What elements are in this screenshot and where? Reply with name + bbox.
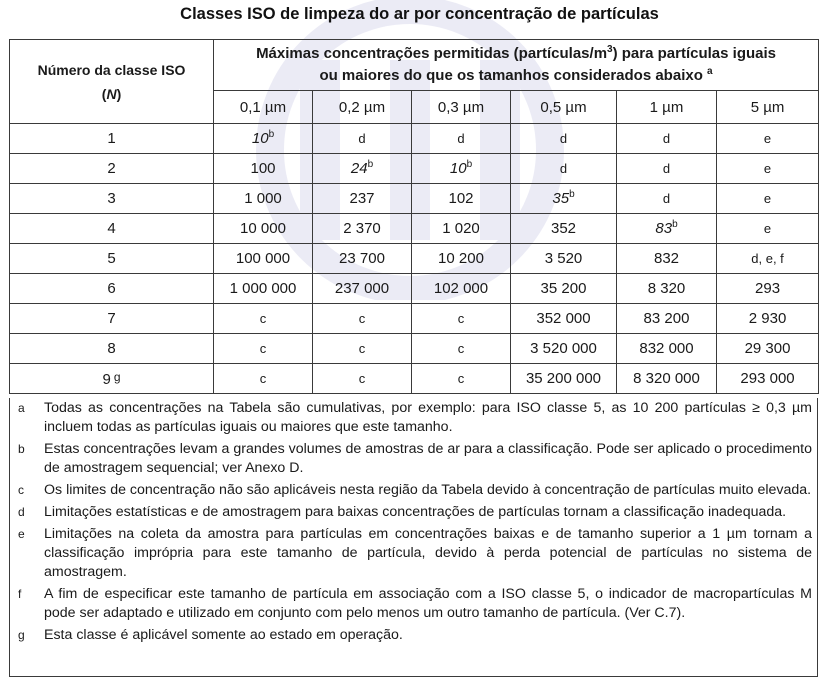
class-header-line1: Número da classe ISO bbox=[37, 61, 186, 78]
table-row bbox=[10, 364, 819, 394]
concentration-cell: d bbox=[617, 184, 717, 214]
concentration-cell: c bbox=[412, 304, 511, 334]
concentration-cell: d bbox=[313, 124, 412, 154]
concentration-cell: 1 000 000 bbox=[214, 274, 313, 304]
concentration-cell: 1 000 bbox=[214, 184, 313, 214]
footnote-text: Todas as concentrações na Tabela são cumulativas, por exemplo: para ISO classe 5, as 10 200 partículas ≥ 0,3 µm incluem todas as partículas iguais ou maiores que este tamanho. bbox=[44, 400, 812, 435]
concentration-cell: d bbox=[412, 124, 511, 154]
footnote-mark: a bbox=[18, 401, 25, 415]
footnotes bbox=[9, 399, 818, 648]
concentration-cell: 8 320 000 bbox=[617, 364, 717, 394]
footnote-mark: c bbox=[18, 483, 24, 497]
footnote-d bbox=[9, 503, 818, 525]
class-number-cell: 8 bbox=[10, 334, 214, 364]
footnote-mark: b bbox=[18, 442, 25, 456]
footnote-a bbox=[9, 399, 818, 440]
concentration-cell: 237 bbox=[313, 184, 412, 214]
footnote-text: Esta classe é aplicável somente ao estado em operação. bbox=[44, 627, 403, 643]
class-number-cell: 4 bbox=[10, 214, 214, 244]
class-number-cell: 6 bbox=[10, 274, 214, 304]
concentration-cell: 3 520 bbox=[511, 244, 617, 274]
footnote-mark: f bbox=[18, 587, 22, 601]
footnote-b bbox=[9, 440, 818, 481]
concentration-cell: 83$^b$ bbox=[617, 214, 717, 244]
table-row bbox=[10, 334, 819, 364]
class-number-cell: 5 bbox=[10, 244, 214, 274]
footnote-g bbox=[9, 626, 818, 648]
concentration-cell: 1 020 bbox=[412, 214, 511, 244]
class-number-cell: 9 $^g$ bbox=[10, 364, 214, 394]
table-row bbox=[10, 214, 819, 244]
concentration-cell: 293 000 bbox=[717, 364, 819, 394]
size-header: 0,1 µm bbox=[214, 91, 313, 124]
concentration-cell: c bbox=[313, 364, 412, 394]
concentration-cell: 3 520 000 bbox=[511, 334, 617, 364]
concentration-cell: 100 000 bbox=[214, 244, 313, 274]
concentration-cell: 35 200 000 bbox=[511, 364, 617, 394]
concentration-cell: 10 200 bbox=[412, 244, 511, 274]
table-row bbox=[10, 244, 819, 274]
page-title: Classes ISO de limpeza do ar por concentração de partículas bbox=[180, 5, 659, 23]
concentration-cell: d, e, f bbox=[717, 244, 819, 274]
size-header: 5 µm bbox=[717, 91, 819, 124]
table-row bbox=[10, 124, 819, 154]
concentration-cell: 102 bbox=[412, 184, 511, 214]
concentration-cell: 29 300 bbox=[717, 334, 819, 364]
size-header: 0,2 µm bbox=[313, 91, 412, 124]
concentration-cell: 100 bbox=[214, 154, 313, 184]
concentration-cell: 832 bbox=[617, 244, 717, 274]
concentration-cell: c bbox=[214, 364, 313, 394]
class-number-header bbox=[10, 40, 214, 124]
footnote-text: A fim de especificar este tamanho de partícula em associação com a ISO classe 5, o indicador de macropartículas M pode ser adaptado e utilizado em conjunto com pelo menos um outro tamanho de partícula. (Ver C.7). bbox=[44, 586, 812, 621]
concentration-cell: 2 930 bbox=[717, 304, 819, 334]
concentration-cell: d bbox=[617, 154, 717, 184]
iso-class-table bbox=[9, 39, 819, 394]
concentration-cell: c bbox=[214, 304, 313, 334]
table-row bbox=[10, 154, 819, 184]
max-concentration-header: Máximas concentrações permitidas $(partículas/m^3)$ para partículas iguais ou maiores do que os tamanhos considerados abaixo $^a$ bbox=[214, 40, 819, 91]
concentration-cell: c bbox=[214, 334, 313, 364]
footnote-c bbox=[9, 481, 818, 503]
concentration-cell: 23 700 bbox=[313, 244, 412, 274]
footnote-f bbox=[9, 585, 818, 626]
footnote-mark: e bbox=[18, 527, 25, 541]
size-header: 0,5 µm bbox=[511, 91, 617, 124]
concentration-cell: 10 000 bbox=[214, 214, 313, 244]
footnote-text: Os limites de concentração não são aplicáveis nesta região da Tabela devido à concentração de partículas muito elevada. bbox=[44, 482, 812, 498]
concentration-cell: c bbox=[313, 334, 412, 364]
footnote-text: Limitações na coleta da amostra para partículas em concentrações baixas e de tamanho superior a 1 µm tornam a classificação imprópria para este tamanho de partícula, devido à perda potencial de partículas no sistema de amostragem. bbox=[44, 526, 812, 580]
concentration-cell: e bbox=[717, 124, 819, 154]
footnote-mark: d bbox=[18, 505, 25, 519]
concentration-cell: 83 200 bbox=[617, 304, 717, 334]
concentration-cell: 24$^b$ bbox=[313, 154, 412, 184]
table-row bbox=[10, 184, 819, 214]
concentration-cell: 237 000 bbox=[313, 274, 412, 304]
concentration-cell: 293 bbox=[717, 274, 819, 304]
footnote-mark: g bbox=[18, 628, 25, 642]
size-header: 0,3 µm bbox=[412, 91, 511, 124]
concentration-cell: 10$^b$ bbox=[412, 154, 511, 184]
concentration-cell: d bbox=[511, 124, 617, 154]
concentration-cell: 8 320 bbox=[617, 274, 717, 304]
table-row bbox=[10, 304, 819, 334]
concentration-cell: c bbox=[412, 334, 511, 364]
concentration-cell: e bbox=[717, 184, 819, 214]
concentration-cell: c bbox=[412, 364, 511, 394]
size-header: 1 µm bbox=[617, 91, 717, 124]
class-number-cell: 1 bbox=[10, 124, 214, 154]
class-header-line2: (N) bbox=[101, 85, 122, 102]
class-number-cell: 2 bbox=[10, 154, 214, 184]
concentration-cell: 832 000 bbox=[617, 334, 717, 364]
concentration-cell: 35$^b$ bbox=[511, 184, 617, 214]
class-number-cell: 3 bbox=[10, 184, 214, 214]
footnote-text: Limitações estatísticas e de amostragem para baixas concentrações de partículas tornam a classificação inadequada. bbox=[44, 504, 787, 520]
concentration-cell: 35 200 bbox=[511, 274, 617, 304]
concentration-cell: c bbox=[313, 304, 412, 334]
concentration-cell: d bbox=[511, 154, 617, 184]
concentration-cell: e bbox=[717, 154, 819, 184]
footnote-text: Estas concentrações levam a grandes volumes de amostras de ar para a classificação. Pode ser aplicado o procedimento de amostragem sequencial; ver Anexo D. bbox=[44, 441, 812, 476]
concentration-cell: e bbox=[717, 214, 819, 244]
class-number-cell: 7 bbox=[10, 304, 214, 334]
footnote-e bbox=[9, 525, 818, 585]
table-row bbox=[10, 274, 819, 304]
concentration-cell: 352 000 bbox=[511, 304, 617, 334]
concentration-cell: 352 bbox=[511, 214, 617, 244]
concentration-cell: d bbox=[617, 124, 717, 154]
concentration-cell: 10$^b$ bbox=[214, 124, 313, 154]
concentration-cell: 102 000 bbox=[412, 274, 511, 304]
concentration-cell: 2 370 bbox=[313, 214, 412, 244]
